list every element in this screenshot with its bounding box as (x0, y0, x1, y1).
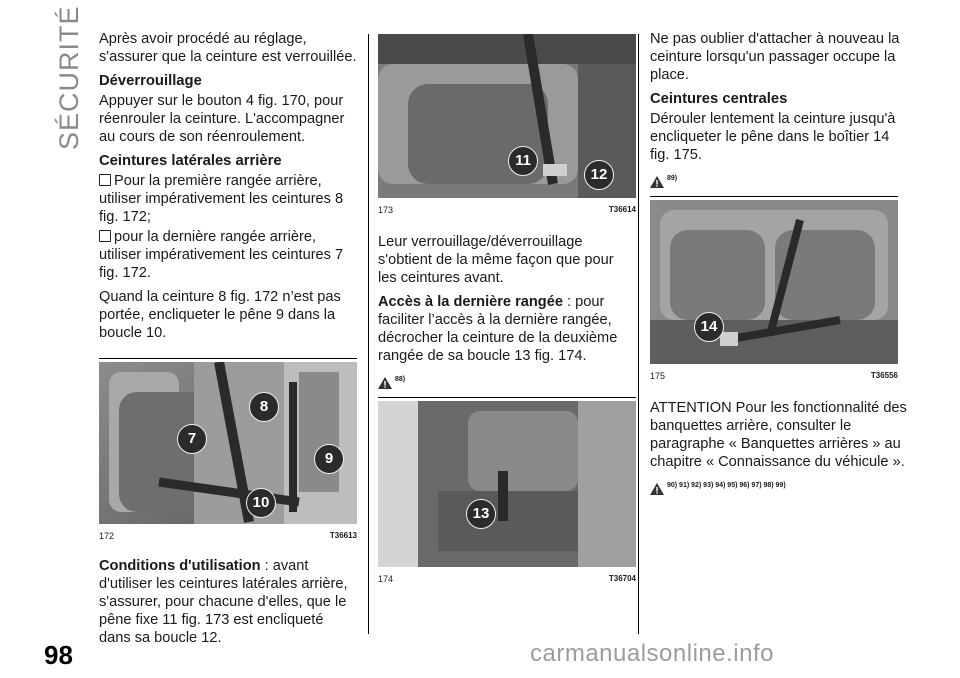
figure-174 (378, 397, 636, 588)
watermark: carmanualsonline.info (530, 640, 774, 667)
reminder-text: Ne pas oublier d'attacher à nouveau la ceinture lorsqu'un passager occupe la place. (650, 31, 900, 83)
conditions-text (99, 557, 357, 647)
column-divider (638, 34, 639, 634)
column-3 (650, 30, 908, 503)
checkbox-bullet-icon (99, 174, 111, 186)
bullet-item (99, 228, 357, 282)
warning-text: 89) (667, 175, 678, 182)
figure-code: T36613 (329, 531, 357, 540)
heading-unlock: Déverrouillage (99, 73, 202, 89)
belt8-text: Quand la ceinture 8 fig. 172 n’est pas portée, encliqueter le pêne 9 dans la boucle 10. (99, 289, 341, 341)
callout-label: 12 (584, 160, 614, 190)
warning-ref (378, 371, 636, 389)
figure-code: T36704 (608, 574, 636, 583)
callout-label: 13 (466, 499, 496, 529)
access-body: : pour faciliter l’accès à la dernière rangée, décrocher la ceinture de la deuxième rangée de sa boucle 13 fig. 174. (378, 294, 618, 364)
figure-173-photo (378, 34, 636, 198)
figure-caption (378, 201, 636, 219)
central-text: Dérouler lentement la ceinture jusqu'à encliqueter le pêne dans le boîtier 14 fig. 175. (650, 111, 896, 163)
callout-label: 10 (246, 488, 276, 518)
conditions-body: : avant d'utiliser les ceintures latérales arrière, s'assurer, pour chacune d'elles, que le pêne fixe 11 fig. 173 est encliqueté dans sa boucle 12. (99, 558, 348, 646)
warning-text: 90) 91) 92) 93) 94) 95) 96) 97) 98) 99) (667, 482, 786, 489)
heading-central-belts: Ceintures centrales (650, 91, 788, 107)
attention-text: ATTENTION Pour les fonctionnalité des banquettes arrière, consulter le paragraphe « Banquettes arrières » au chapitre « Connaissance du véhicule ». (650, 400, 907, 470)
callout-label: 9 (314, 444, 344, 474)
figure-175 (650, 196, 898, 385)
bullet-item (99, 172, 357, 226)
warning-ref (650, 170, 908, 188)
figure-number: 174 (378, 574, 394, 584)
column-1 (99, 30, 357, 653)
figure-173 (378, 34, 636, 219)
page-number: 98 (44, 640, 73, 670)
figure-174-photo (378, 401, 636, 567)
figure-caption (99, 527, 357, 545)
figure-172-photo (99, 362, 357, 524)
heading-conditions: Conditions d'utilisation (99, 558, 261, 574)
figure-code: T36556 (870, 371, 898, 380)
access-text (378, 293, 636, 365)
warning-icon (650, 176, 664, 188)
figure-caption (378, 570, 636, 588)
heading-access: Accès à la dernière rangée (378, 294, 563, 310)
warning-icon (650, 483, 664, 495)
figure-number: 172 (99, 531, 115, 541)
warning-text: 88) (395, 376, 406, 383)
figure-number: 175 (650, 371, 666, 381)
checkbox-bullet-icon (99, 230, 111, 242)
bullet-text: pour la dernière rangée arrière, utiliser impérativement les ceintures 7 fig. 172. (99, 229, 344, 281)
figure-175-photo (650, 200, 898, 364)
intro-text: Après avoir procédé au réglage, s'assurer que la ceinture est verrouillée. (99, 31, 357, 65)
callout-label: 7 (177, 424, 207, 454)
bullet-text: Pour la première rangée arrière, utiliser impérativement les ceintures 8 fig. 172; (99, 173, 344, 225)
lock-text: Leur verrouillage/déverrouillage s'obtient de la même façon que pour les ceintures avant. (378, 234, 614, 286)
heading-side-belts: Ceintures latérales arrière (99, 153, 282, 169)
callout-label: 14 (694, 312, 724, 342)
figure-code: T36614 (608, 205, 636, 214)
warning-icon (378, 377, 392, 389)
column-divider (368, 34, 369, 634)
callout-label: 8 (249, 392, 279, 422)
figure-172 (99, 358, 357, 545)
callout-label: 11 (508, 146, 538, 176)
figure-number: 173 (378, 205, 394, 215)
unlock-text: Appuyer sur le bouton 4 fig. 170, pour réenrouler la ceinture. L'accompagner au cours de son réenroulement. (99, 93, 345, 145)
column-2 (378, 34, 636, 588)
warning-ref (650, 477, 908, 495)
section-title: SÉCURITÉ (54, 5, 84, 150)
figure-caption (650, 367, 898, 385)
